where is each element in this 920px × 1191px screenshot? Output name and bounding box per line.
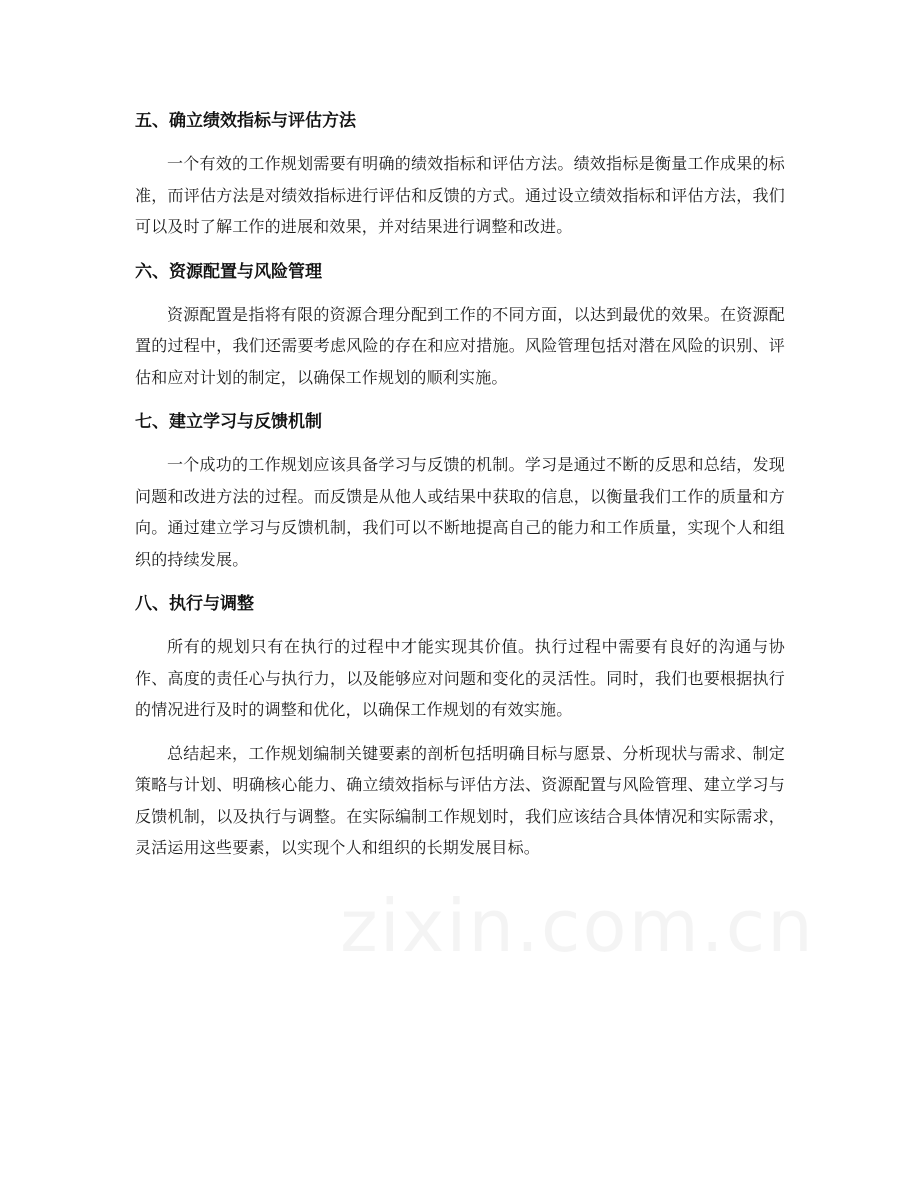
- section-5-heading: 五、确立绩效指标与评估方法: [135, 111, 356, 131]
- section-5-paragraph: 一个有效的工作规划需要有明确的绩效指标和评估方法。绩效指标是衡量工作成果的标准，而评估方法是对绩效指标进行评估和反馈的方式。通过设立绩效指标和评估方法，我们可以及时了解工作的进展和效果，并对结果进行调整和改进。: [135, 154, 785, 236]
- section-8-paragraph: 所有的规划只有在执行的过程中才能实现其价值。执行过程中需要有良好的沟通与协作、高度的责任心与执行力，以及能够应对问题和变化的灵活性。同时，我们也要根据执行的情况进行及时的调整和优化，以确保工作规划的有效实施。: [135, 637, 785, 719]
- document-page: [135, 104, 785, 864]
- section-7-paragraph: 一个成功的工作规划应该具备学习与反馈的机制。学习是通过不断的反思和总结，发现问题和改进方法的过程。而反馈是从他人或结果中获取的信息，以衡量我们工作的质量和方向。通过建立学习与反馈机制，我们可以不断地提高自己的能力和工作质量，实现个人和组织的持续发展。: [135, 455, 785, 569]
- conclusion-paragraph: 总结起来，工作规划编制关键要素的剖析包括明确目标与愿景、分析现状与需求、制定策略与计划、明确核心能力、确立绩效指标与评估方法、资源配置与风险管理、建立学习与反馈机制，以及执行与调整。在实际编制工作规划时，我们应该结合具体情况和实际需求，灵活运用这些要素，以实现个人和组织的长期发展目标。: [135, 743, 785, 857]
- section-7-heading: 七、建立学习与反馈机制: [135, 412, 322, 432]
- watermark-text: [340, 884, 815, 968]
- section-6-heading: 六、资源配置与风险管理: [135, 261, 322, 282]
- section-6-paragraph: 资源配置是指将有限的资源合理分配到工作的不同方面，以达到最优的效果。在资源配置的过程中，我们还需要考虑风险的存在和应对措施。风险管理包括对潜在风险的识别、评估和应对计划的制定，以确保工作规划的顺利实施。: [135, 304, 785, 387]
- section-8-heading: 八、执行与调整: [135, 594, 254, 614]
